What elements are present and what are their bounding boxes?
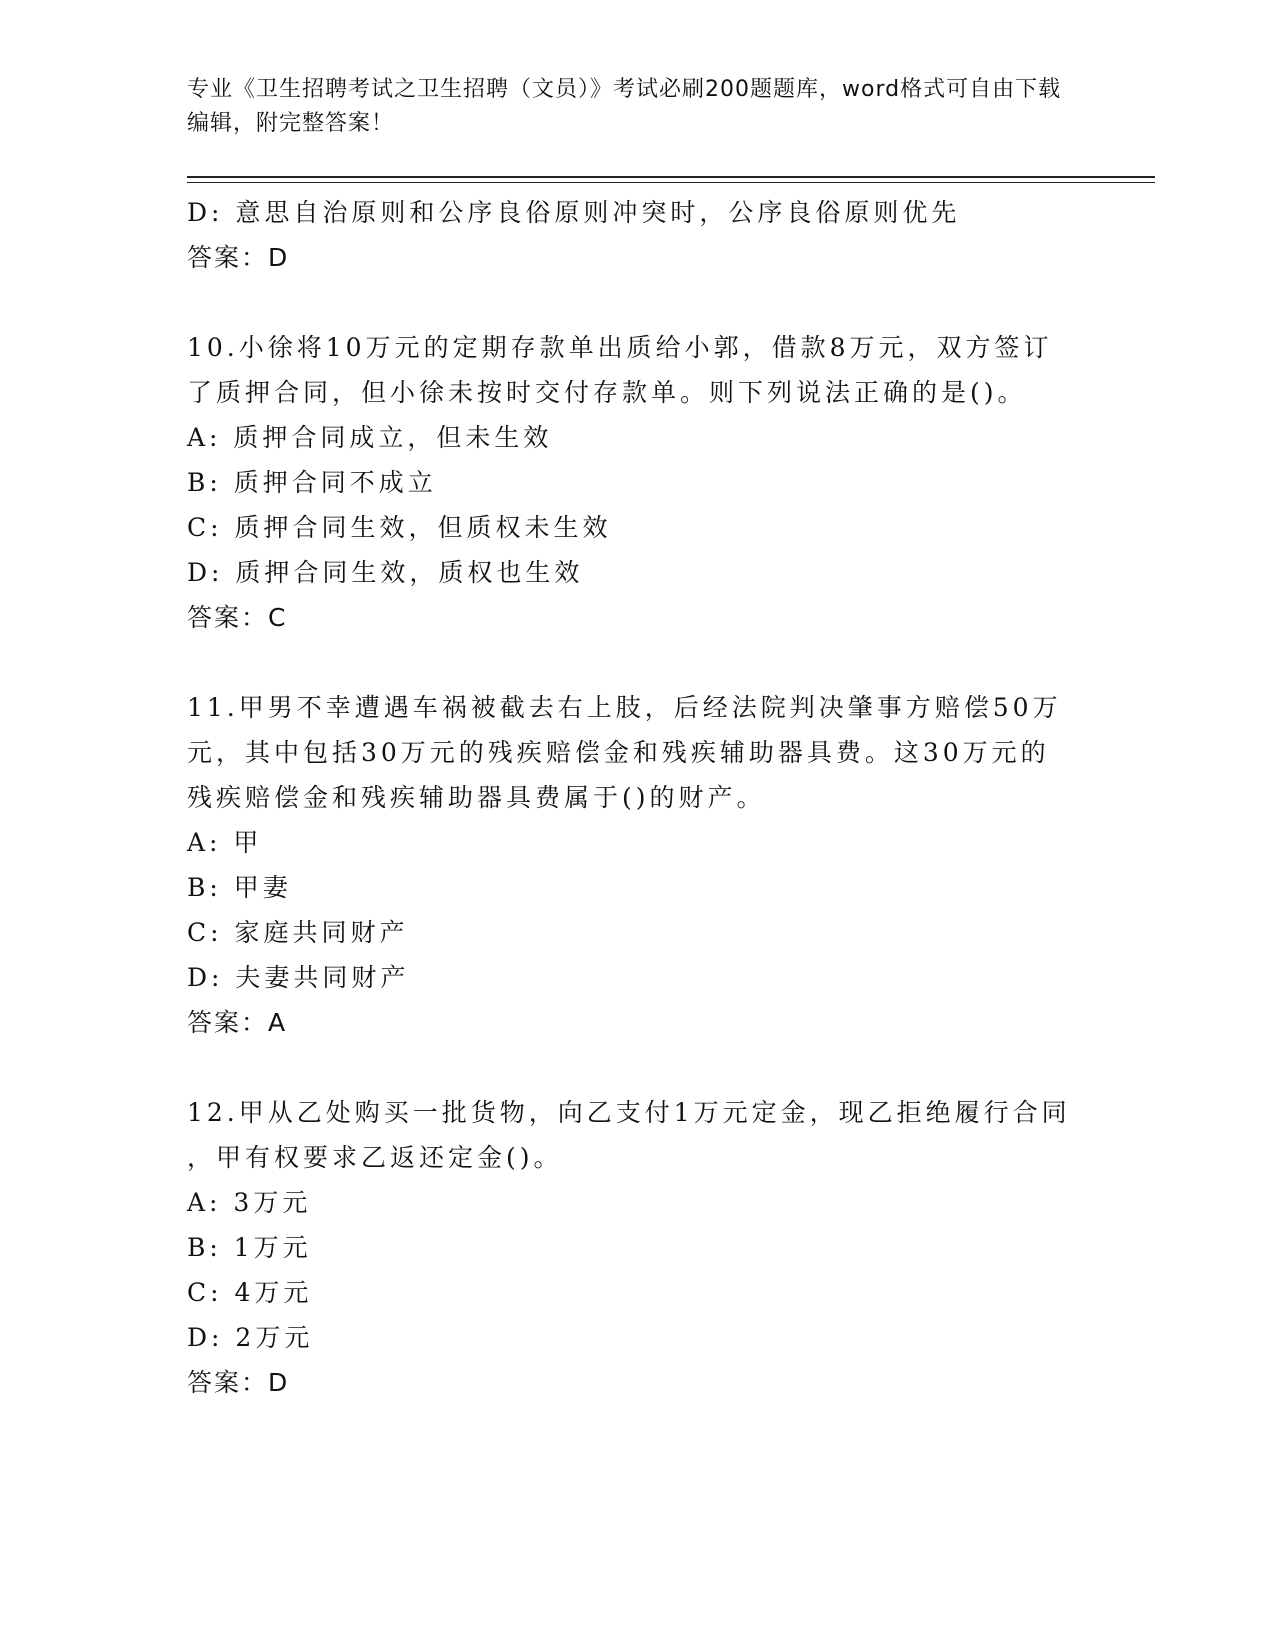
option-d: D: 意思自治原则和公序良俗原则冲突时，公序良俗原则优先 xyxy=(187,198,961,227)
question-stem: 11.甲男不幸遭遇车祸被截去右上肢，后经法院判决肇事方赔偿50万 xyxy=(187,693,1062,722)
question-stem: ，甲有权要求乙返还定金()。 xyxy=(187,1143,563,1172)
option-c: C: 4万元 xyxy=(187,1278,313,1307)
option-b: B: 甲妻 xyxy=(187,873,292,902)
answer-line: 答案：D xyxy=(187,1368,290,1397)
header-rule-thin xyxy=(187,182,1155,183)
question-stem: 12.甲从乙处购买一批货物，向乙支付1万元定金，现乙拒绝履行合同 xyxy=(187,1098,1071,1127)
question-11 xyxy=(187,685,1087,1045)
question-content xyxy=(187,190,1087,1405)
option-d: D: 质押合同生效，质权也生效 xyxy=(187,558,584,587)
page-header xyxy=(187,73,1067,141)
option-c: C: 质押合同生效，但质权未生效 xyxy=(187,513,612,542)
option-d: D: 夫妻共同财产 xyxy=(187,963,410,992)
option-b: B: 质押合同不成立 xyxy=(187,468,437,497)
answer-line: 答案：D xyxy=(187,243,290,272)
header-rule-thick xyxy=(187,176,1155,178)
question-12 xyxy=(187,1090,1087,1405)
option-a: A: 甲 xyxy=(187,828,263,857)
question-10 xyxy=(187,325,1087,640)
prev-question-tail xyxy=(187,190,1087,280)
option-d: D: 2万元 xyxy=(187,1323,314,1352)
question-stem: 残疾赔偿金和残疾辅助器具费属于()的财产。 xyxy=(187,783,766,812)
answer-line: 答案：C xyxy=(187,603,288,632)
question-stem: 了质押合同，但小徐未按时交付存款单。则下列说法正确的是()。 xyxy=(187,378,1027,407)
question-stem: 10.小徐将10万元的定期存款单出质给小郭，借款8万元，双方签订 xyxy=(187,333,1053,362)
option-b: B: 1万元 xyxy=(187,1233,312,1262)
answer-line: 答案：A xyxy=(187,1008,288,1037)
header-title: 专业《卫生招聘考试之卫生招聘（文员）》考试必刷200题题库，word格式可自由下载编辑，附完整答案！ xyxy=(187,77,1062,136)
question-stem: 元，其中包括30万元的残疾赔偿金和残疾辅助器具费。这30万元的 xyxy=(187,738,1050,767)
option-a: A: 质押合同成立，但未生效 xyxy=(187,423,553,452)
option-c: C: 家庭共同财产 xyxy=(187,918,409,947)
option-a: A: 3万元 xyxy=(187,1188,312,1217)
